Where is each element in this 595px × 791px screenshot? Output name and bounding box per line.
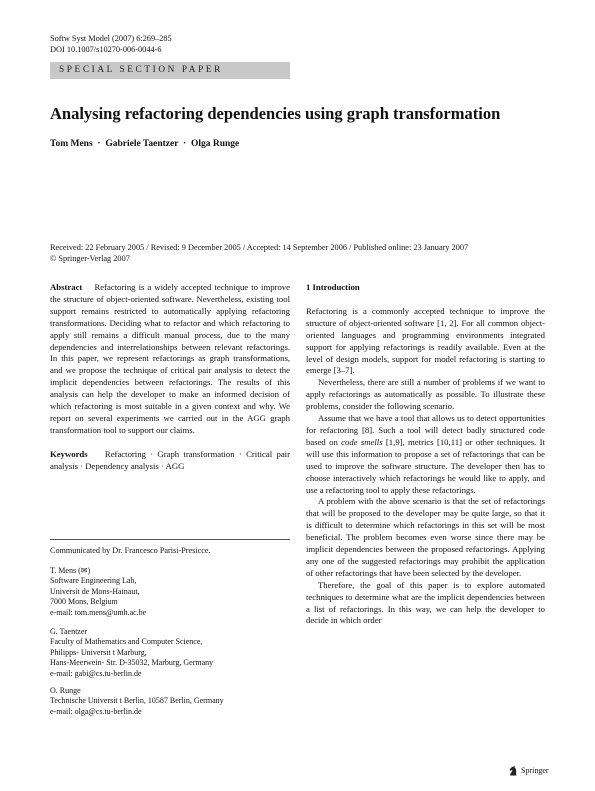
intro-paragraph: A problem with the above scenario is that the set of refactorings that will be proposed to the developer may be quite large, so that it is difficult to determine which refactorings in this set will be most beneficial. The problem becomes even worse since there may be implicit dependencies between the proposed refactorings. Applying any one of the suggested refactorings may prohibit the application of other refactorings that have been selected by the developer. <box>306 496 545 578</box>
section-banner <box>50 62 290 79</box>
publisher-name: Springer <box>521 766 549 775</box>
affiliation-email: e-mail: gabi@cs.tu-berlin.de <box>50 668 142 678</box>
communicated-by: Communicated by Dr. Francesco Parisi-Presicce. <box>50 546 211 555</box>
received-dates: Received: 22 February 2005 / Revised: 9 December 2005 / Accepted: 14 September 2006 / Published online: 23 January 2007 <box>50 243 469 252</box>
affiliation-email: e-mail: tom.mens@umh.ac.be <box>50 607 147 617</box>
publisher-logo <box>508 765 549 776</box>
paper-title: Analysing refactoring dependencies using graph transformation <box>50 104 501 123</box>
chess-knight-icon <box>508 765 518 776</box>
affiliation-line: Hans-Meerwein- Str. D-35032, Marburg, Germany <box>50 658 214 668</box>
keywords-label: Keywords <box>50 448 88 459</box>
affiliation-name: T. Mens (✉) <box>50 566 91 575</box>
publication-history <box>50 242 550 264</box>
affiliation-runge <box>50 686 290 717</box>
section-heading-introduction: 1 Introduction <box>306 282 360 292</box>
affiliation-line: Software Engineering Lab, <box>50 576 137 586</box>
journal-citation: Softw Syst Model (2007) 6:269–285 <box>50 34 172 43</box>
abstract <box>50 282 290 437</box>
author-list <box>50 139 239 149</box>
affiliation-mens <box>50 566 290 618</box>
journal-header <box>50 33 172 55</box>
author-runge: Olga Runge <box>190 139 240 149</box>
intro-paragraph <box>306 413 545 496</box>
author-taentzer: Gabriele Taentzer <box>105 139 179 149</box>
affiliation-line: 7000 Mons, Belgium <box>50 597 118 607</box>
right-column <box>306 282 545 627</box>
abstract-text: Refactoring is a widely accepted technique to improve the structure of object-oriented software. Nevertheless, existing tool support remains restricted to automatically applying refactoring transformations. Deciding what to refactor and which refactoring to apply still remains a difficult manual process, due to the many dependencies and interrelationships between relevant refactorings. In this paper, we represent refactorings as graph transformations, and we propose the technique of critical pair analysis to detect the implicit dependencies between refactorings. The results of this analysis can help the developer to make an informed decision of which refactoring is most suitable in a given context and why. We report on several experiments we carried out in the AGG graph transformation tool to support our claims. <box>50 282 290 435</box>
keywords-text: Refactoring · Graph transformation · Critical pair analysis · Dependency analysis · AGG <box>50 448 290 471</box>
intro-emphasis: code smells <box>341 436 383 447</box>
affiliation-line: Philipps- Universit t Marburg, <box>50 647 147 657</box>
abstract-label: Abstract <box>50 282 83 292</box>
intro-text: Assume that we have a tool that allows us to detect opportunities for refactoring [8]. Such a tool will detect badly structured code based on <box>306 413 545 447</box>
intro-paragraph: Refactoring is a commonly accepted technique to improve the structure of object-oriented software [1, 2]. For all common object-oriented languages and programming environments integrated support for applying refactorings is readily available. Even at the level of design models, support for model refactoring is starting to emerge [3–7]. <box>306 305 545 376</box>
keywords <box>50 449 290 473</box>
section-banner-label: SPECIAL SECTION PAPER <box>59 65 223 75</box>
affiliation-name: G. Taentzer <box>50 627 88 636</box>
intro-paragraph: Therefore, the goal of this paper is to explore automated techniques to determine what are the implicit dependencies between a list of refactorings. In this way, we can help the developer to decide in which order <box>306 579 545 626</box>
intro-paragraph: Nevertheless, there are still a number of problems if we want to apply refactorings as automatically as possible. To illustrate these problems, consider the following scenario. <box>306 377 545 412</box>
affiliation-name: O. Runge <box>50 686 81 695</box>
affiliation-line: Technische Universit t Berlin, 10587 Berlin, Germany <box>50 696 224 706</box>
affiliation-taentzer <box>50 627 290 679</box>
affiliation-email: e-mail: olga@cs.tu-berlin.de <box>50 706 142 716</box>
author-separator: · <box>97 139 101 149</box>
copyright-notice: © Springer-Verlag 2007 <box>50 254 130 263</box>
author-separator: · <box>183 139 187 149</box>
journal-doi: DOI 10.1007/s10270-006-0044-6 <box>50 45 162 54</box>
intro-text: [1,9], metrics [10,11] or other techniques. It will use this information to propose a set of refactorings that can be used to improve the software structure. The developer then has to choose interactively which refactorings he would like to apply, and use a refactoring tool to apply these refactorings. <box>306 436 545 495</box>
author-mens: Tom Mens <box>50 139 93 149</box>
left-column <box>50 282 290 473</box>
affiliation-line: Universit de Mons-Hainaut, <box>50 586 140 596</box>
affiliation-line: Faculty of Mathematics and Computer Science, <box>50 637 203 647</box>
footnote-divider <box>50 539 290 540</box>
